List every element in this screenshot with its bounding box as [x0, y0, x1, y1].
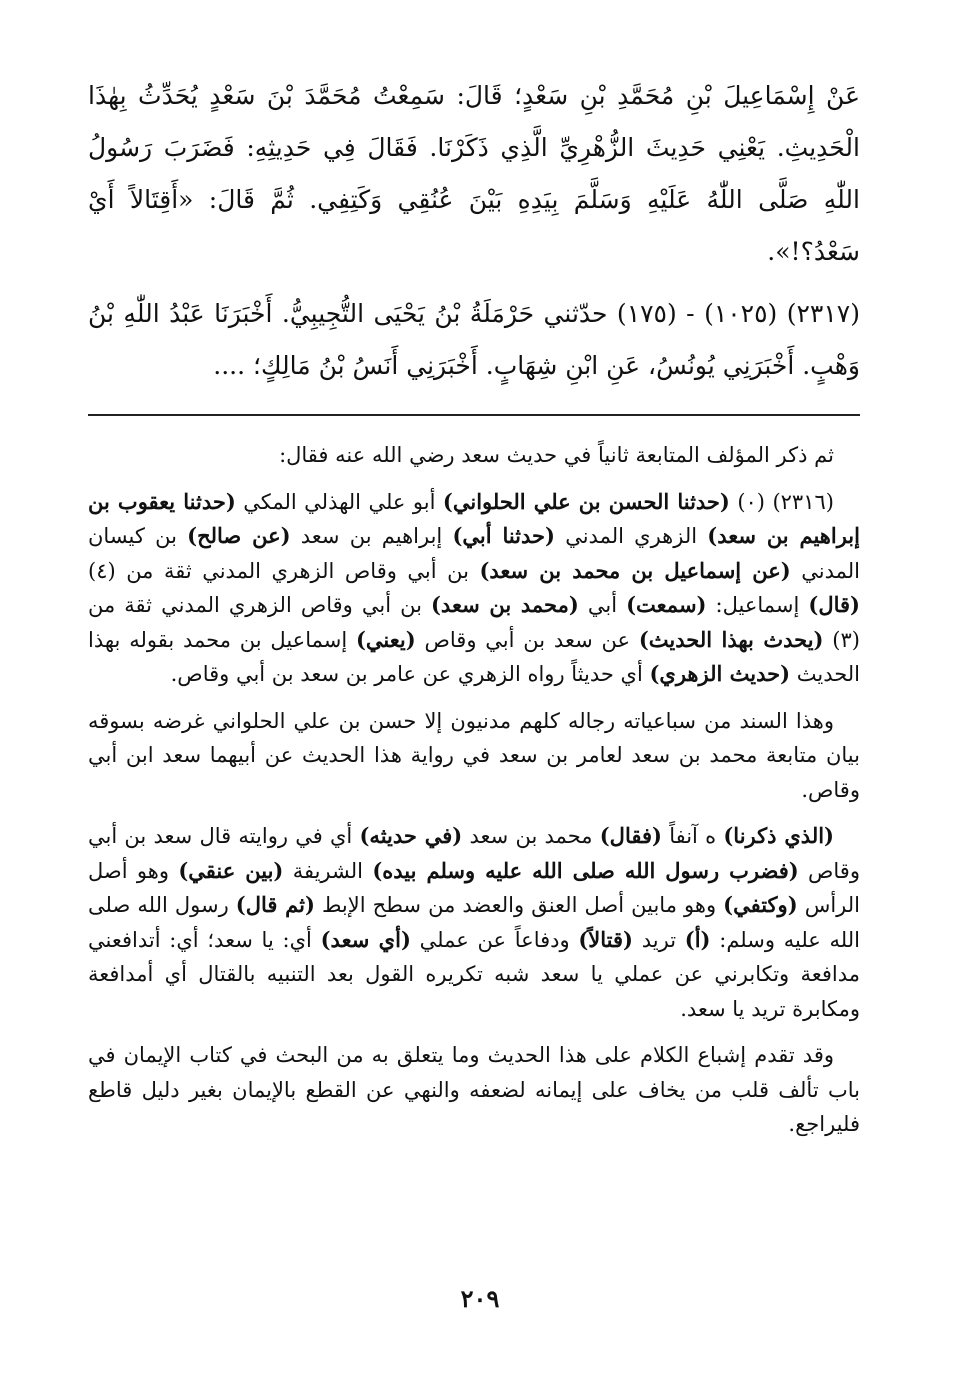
- commentary-fragment: أي في روايته قال سعد بن أبي وقاص: [88, 824, 860, 883]
- commentary-fragment: بن أبي وقاص الزهري المدني ثقة من (٣): [88, 593, 860, 652]
- commentary-fragment: بن كيسان المدني: [88, 524, 861, 583]
- quoted-matn-fragment: (حدثنا أبي): [452, 523, 555, 548]
- commentary-paragraph-2: [88, 704, 860, 808]
- commentary-intro-text: ثم ذكر المؤلف المتابعة ثانياً في حديث سعد رضي الله عنه فقال:: [279, 443, 834, 467]
- book-page: [88, 60, 860, 1387]
- commentary-fragment: أبو علي الهذلي المكي: [235, 489, 443, 514]
- commentary-paragraph-2-text: وهذا السند من سباعياته رجاله كلهم مدنيون إلا حسن بن علي الحلواني غرضه بسوقه بيان متابعة محمد بن سعد لعامر بن سعد في رواية هذا الحديث عن أبيهما سعد ابن أبي وقاص.: [88, 708, 860, 802]
- commentary-intro: [88, 438, 860, 473]
- quoted-matn-fragment: (سمعت): [626, 592, 707, 617]
- quoted-matn-fragment: (يعني): [355, 626, 416, 652]
- commentary-fragment: محمد بن سعد: [462, 824, 600, 848]
- page-number: ٢٠٩: [460, 1284, 500, 1313]
- commentary-fragment: عن سعد بن أبي وقاص: [415, 627, 639, 652]
- quoted-matn-fragment: (عن صالح): [187, 523, 291, 548]
- quoted-matn-fragment: (قال): [808, 592, 860, 617]
- commentary-fragment: إسماعيل بن محمد بقوله بهذا الحديث: [88, 627, 860, 686]
- hadith-text-section: [88, 70, 860, 392]
- quoted-matn-fragment: (فضرب رسول الله صلى الله عليه وسلم بيده): [372, 857, 799, 883]
- commentary-fragment: تريد: [633, 927, 685, 952]
- quoted-matn-fragment: (محمد بن سعد): [431, 592, 579, 617]
- commentary-paragraph-4: [88, 1038, 860, 1142]
- commentary-fragment: وهو أصل الرأس: [88, 858, 861, 917]
- commentary-fragment: الزهري المدني: [554, 524, 708, 548]
- commentary-fragment: بن أبي وقاص الزهري المدني ثقة من (٤): [88, 558, 480, 583]
- commentary-fragment: إبراهيم بن سعد: [290, 524, 453, 548]
- commentary-fragment: أي: يا سعد؛ أي: أتدافعني مدافعة وتكابرني عن عملي يا سعد شبه تكريره القول بعد التنبيه بالقتال أي أمدافعة ومكابرة تريد يا سعد.: [88, 927, 860, 1021]
- commentary-fragment: ودفاعاً عن عملي: [410, 927, 579, 952]
- commentary-paragraph-4-text: وقد تقدم إشباع الكلام على هذا الحديث وما يتعلق به من البحث في كتاب الإيمان في باب تألف قلب من يخاف على إيمانه لضعفه والنهي عن القطع بالإيمان بغير دليل قاطع فليراجع.: [88, 1043, 860, 1136]
- quoted-matn-fragment: (بين عنقي): [178, 857, 284, 883]
- commentary-fragment: أي حديثاً رواه الزهري عن عامر بن سعد بن أبي وقاص.: [170, 662, 650, 686]
- quoted-matn-fragment: (في حديثه): [359, 823, 463, 848]
- commentary-paragraph-1: [88, 485, 860, 692]
- commentary-section: [88, 438, 860, 1142]
- quoted-matn-fragment: (وكتفي): [723, 892, 798, 917]
- commentary-fragment: ه آنفاً: [661, 824, 724, 848]
- quoted-matn-fragment: (فقال): [599, 823, 662, 848]
- commentary-fragment: الشريفة: [283, 858, 373, 883]
- footnote-divider: [88, 414, 860, 416]
- quoted-matn-fragment: (الذي ذكرنا): [723, 823, 834, 848]
- hadith-paragraph-1: عَنْ إِسْمَاعِيلَ بْنِ مُحَمَّدِ بْنِ سَعْدٍ؛ قَالَ: سَمِعْتُ مُحَمَّدَ بْنَ سَعْدٍ يُحَدِّثُ بِهٰذَا الْحَدِيثِ. يَعْنِي حَدِيثَ الزُّهْرِيِّ الَّذِي ذَكَرْنَا. فَقَالَ فِي حَدِيثِهِ: فَضَرَبَ رَسُولُ اللّٰهِ صَلَّى اللّٰهُ عَلَيْهِ وَسَلَّمَ بِيَدِهِ بَيْنَ عُنُقِي وَكَتِفِي. ثُمَّ قَالَ: «أَقِتَالاً أَيْ سَعْدُ؟!».: [88, 81, 860, 266]
- quoted-matn-fragment: (يحدث بهذا الحديث): [638, 626, 824, 652]
- commentary-fragment: أبي: [578, 593, 627, 617]
- quoted-matn-fragment: (حدثنا يعقوب بن إبراهيم بن سعد): [88, 488, 860, 548]
- quoted-matn-fragment: (حدثنا الحسن بن علي الحلواني): [442, 488, 730, 514]
- quoted-matn-fragment: (قتالاً): [578, 926, 633, 952]
- commentary-fragment: رسول الله صلى الله عليه وسلم:: [88, 893, 860, 952]
- quoted-matn-fragment: (عن إسماعيل بن محمد بن سعد): [479, 557, 791, 583]
- commentary-fragment: إسماعيل:: [706, 593, 809, 617]
- commentary-fragment: وهو مابين أصل العنق والعضد من سطح الإبط: [314, 893, 724, 917]
- commentary-fragment: (٢٣١٦) (٠): [729, 489, 834, 514]
- quoted-matn-fragment: (حديث الزهري): [649, 661, 791, 686]
- commentary-paragraph-3: [88, 819, 860, 1026]
- hadith-paragraph-2: (٢٣١٧) (١٠٢٥) - (١٧٥) حدّثني حَرْمَلَةُ بْنُ يَحْيَى التُّجِيبِيُّ. أَخْبَرَنَا عَبْدُ اللّٰهِ بْنُ وَهْبٍ. أَخْبَرَنِي يُونُسُ، عَنِ ابْنِ شِهَابٍ. أَخْبَرَنِي أَنَسُ بْنُ مَالِكٍ؛ ....: [88, 299, 860, 380]
- quoted-matn-fragment: (ثم قال): [235, 892, 315, 917]
- quoted-matn-fragment: (أ): [684, 926, 711, 952]
- quoted-matn-fragment: (أي سعد): [320, 926, 411, 952]
